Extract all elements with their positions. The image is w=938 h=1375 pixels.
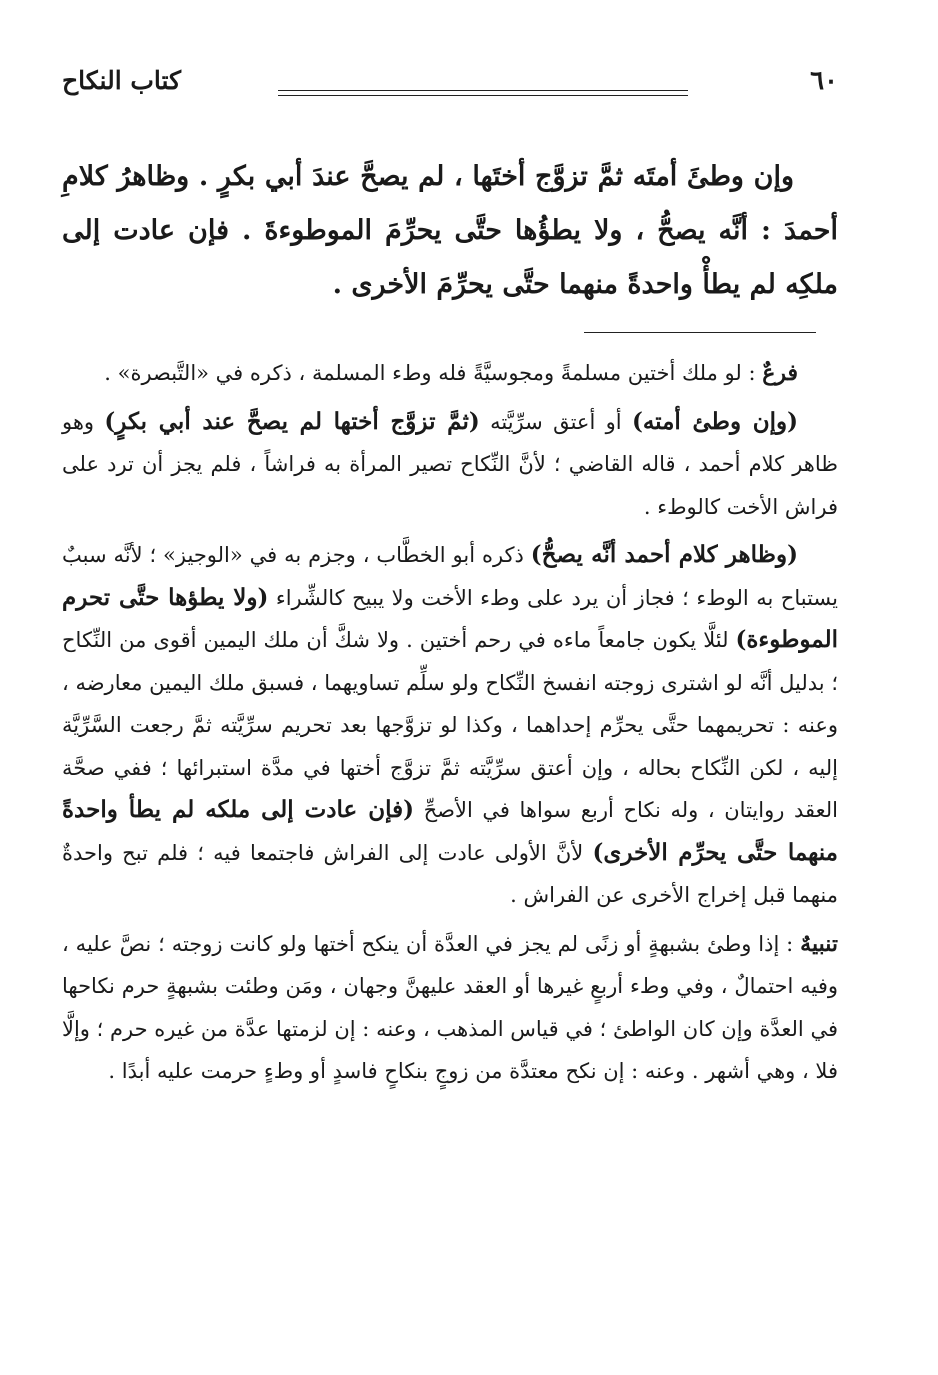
commentary-paragraph-1: [62, 401, 838, 529]
quoted-matn: (وظاهر كلام أحمد أنَّه يصحُّ): [530, 541, 798, 568]
commentary-text: وهو ظاهر كلام أحمد ، قاله القاضي ؛ لأنَّ النِّكاح تصير المرأة به فراشاً ، فلم يجز أن ترد على فراش الأخت كالوطء .: [62, 409, 838, 519]
far-label: فرعٌ: [762, 360, 798, 386]
quoted-matn: (فإن عادت إلى ملكه لم يطأ واحدةً منهما حتَّى يحرِّم الأخرى): [62, 796, 838, 866]
page-number: ٦٠: [810, 66, 838, 96]
commentary-paragraph-2: [62, 534, 838, 917]
main-text-paragraph: وإن وطئَ أمتَه ثمَّ تزوَّج أختَها ، لم يصحَّ عندَ أبي بكرٍ . وظاهرُ كلامِ أحمدَ : أنَّه يصحُّ ، ولا يطؤُها حتَّى يحرِّمَ الموطوءةَ . فإن عادت إلى ملكِه لم يطأْ واحدةً منهما حتَّى يحرِّمَ الأخرى .: [62, 161, 838, 300]
commentary-paragraph-tanbih: [62, 923, 838, 1093]
page-header: [62, 62, 838, 112]
tanbih-text: : إذا وطئ بشبهةٍ أو زنًى لم يجز في العدَّة أن ينكح أختها ولو كانت زوجته ؛ نصَّ عليه ، وفيه احتمالٌ ، وفي وطء أربعٍ غيرها أو العقد عليهنَّ وجهان ، ومَن وطئت بشبهةٍ حرم نكاحها في العدَّة وإن كان الواطئ ؛ في قياس المذهب ، وعنه : إن لزمتها عدَّة من غيره حرم ؛ وإلَّا فلا ، وهي أشهر . وعنه : إن نكح معتدَّة من زوجٍ بنكاحٍ فاسدٍ أو وطءٍ حرمت عليه أبدًا .: [62, 931, 838, 1083]
far-text: : لو ملك أختين مسلمةً ومجوسيَّةً فله وطء المسلمة ، ذكره في «التَّبصرة» .: [104, 361, 763, 385]
commentary-text: لئلَّا يكون جامعاً ماءه في رحم أختين . ولا شكَّ أن ملك اليمين أقوى من النِّكاح ؛ بدليل أنَّه لو اشترى زوجته انفسخ النِّكاح ولو سلِّم تساويهما ، فسبق ملك اليمين معارضه ، وعنه : تحريمهما حتَّى يحرِّم إحداهما ، وكذا لو تزوَّجها بعد تحريم سرِّيَّته ثمَّ رجعت السَّرِّيَّة إليه ، لكن النِّكاح بحاله ، وإن أعتق سرِّيَّته ثمَّ تزوَّج أختها في مدَّة استبرائها ؛ ففي صحَّة العقد روايتان ، وله نكاح أربع سواها في الأصحِّ: [62, 628, 838, 822]
quoted-matn: (وإن وطئ أمته): [631, 407, 799, 435]
commentary-text: أو أعتق سرِّيَّته: [479, 409, 632, 434]
commentary-text: ذكره أبو الخطَّاب ، وجزم به في «الوجيز» ؛ لأنَّه سببٌ يستباح به الوطء ؛ فجاز أن يرد على وطء الأخت ولا يبيح كالشِّراء: [62, 543, 838, 610]
tanbih-label: تنبيهٌ: [800, 930, 838, 957]
quoted-matn: (ولا يطؤها حتَّى تحرم الموطوءة): [62, 583, 838, 653]
header-double-rule: [278, 90, 688, 96]
separator-rule: [584, 332, 816, 333]
main-text: [62, 150, 838, 312]
commentary-text: لأنَّ الأولى عادت إلى الفراش فاجتمعا فيه ؛ فلم تبح واحدةٌ منهما قبل إخراج الأخرى عن الفراش .: [62, 840, 838, 907]
quoted-matn: (ثمَّ تزوَّج أختها لم يصحَّ عند أبي بكرٍ): [104, 407, 480, 435]
running-title: كتاب النكاح: [62, 66, 181, 95]
commentary-paragraph-far: [62, 352, 838, 395]
commentary: [62, 352, 838, 1099]
